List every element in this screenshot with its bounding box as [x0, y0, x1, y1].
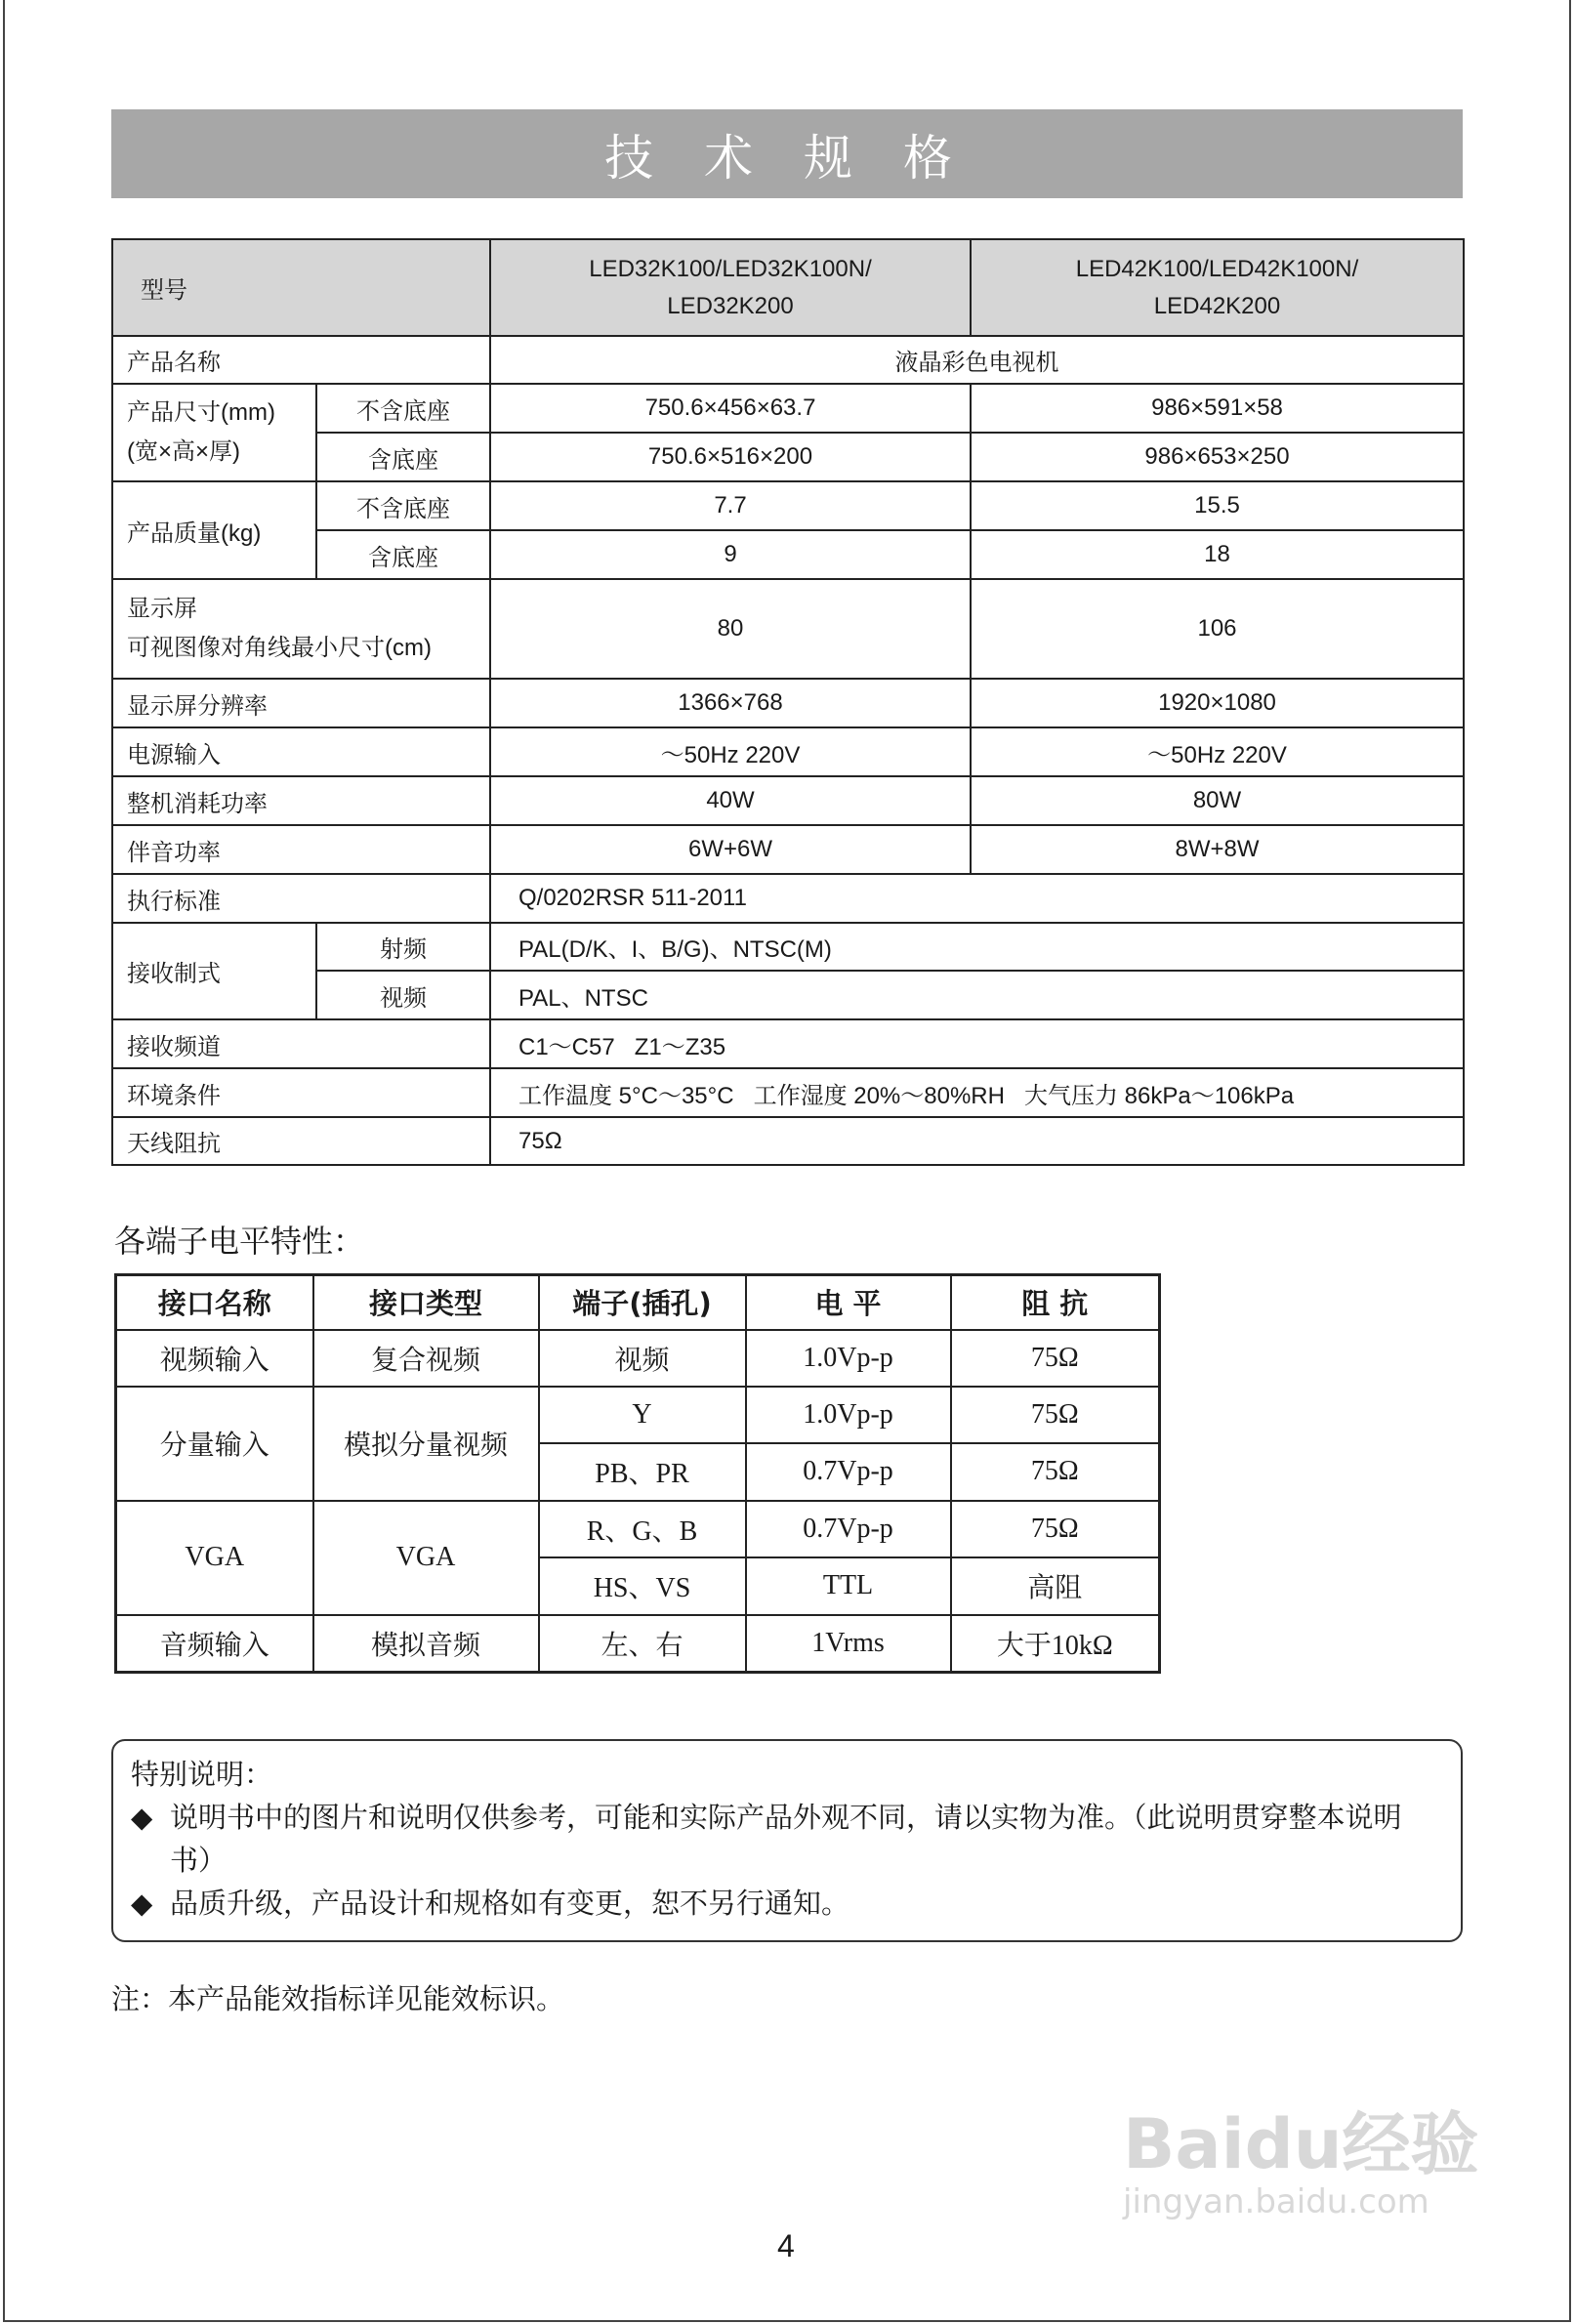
table-row	[112, 776, 1464, 825]
model-b-line2: LED42K200	[1153, 292, 1281, 319]
table-row	[116, 1387, 1160, 1443]
header-cell: 接口类型	[313, 1275, 539, 1330]
cell: 75Ω	[490, 1117, 1464, 1165]
diamond-bullet-icon: ◆	[131, 1801, 153, 1834]
row-label: 接收制式	[112, 923, 316, 1019]
cell: 75Ω	[951, 1501, 1160, 1557]
cell: 80W	[971, 776, 1464, 825]
table-row	[112, 1019, 1464, 1068]
cell: 750.6×456×63.7	[490, 384, 971, 433]
cell: 模拟音频	[313, 1615, 539, 1673]
table-header-row	[116, 1275, 1160, 1330]
cell: 分量输入	[116, 1387, 313, 1501]
table-row	[116, 1330, 1160, 1387]
table-row	[112, 579, 1464, 679]
cell: ～50Hz 220V	[971, 727, 1464, 776]
row-label: 显示屏分辨率	[112, 679, 490, 727]
cell: PAL(D/K、I、B/G)、NTSC(M)	[490, 923, 1464, 971]
model-label: 型号	[112, 239, 490, 336]
row-label	[112, 579, 490, 679]
cell: 视频输入	[116, 1330, 313, 1387]
cell: 6W+6W	[490, 825, 971, 874]
note-text: 说明书中的图片和说明仅供参考，可能和实际产品外观不同，请以实物为准。（此说明贯穿整本说明书）	[170, 1801, 1402, 1877]
watermark-logo: Baidu经验	[1123, 2104, 1479, 2184]
model-a	[490, 239, 971, 336]
table-row	[116, 1615, 1160, 1673]
cell: 高阻	[951, 1557, 1160, 1615]
cell: Y	[539, 1387, 746, 1443]
cell: 1Vrms	[746, 1615, 951, 1673]
table-row	[112, 384, 1464, 433]
page-title: 技 术 规 格	[111, 109, 1463, 198]
diamond-bullet-icon: ◆	[131, 1887, 153, 1920]
row-label: 伴音功率	[112, 825, 490, 874]
cell: 复合视频	[313, 1330, 539, 1387]
cell: PAL、NTSC	[490, 971, 1464, 1019]
row-label: 环境条件	[112, 1068, 490, 1117]
cell: 左、右	[539, 1615, 746, 1673]
product-name: 液晶彩色电视机	[490, 336, 1464, 384]
row-label: 接收频道	[112, 1019, 490, 1068]
cell: 106	[971, 579, 1464, 679]
cell: C1～C57 Z1～Z35	[490, 1019, 1464, 1068]
table-row	[112, 923, 1464, 971]
note-text: 品质升级，产品设计和规格如有变更，恕不另行通知。	[170, 1887, 850, 1920]
cell: ～50Hz 220V	[490, 727, 971, 776]
header-cell: 阻 抗	[951, 1275, 1160, 1330]
cell: 75Ω	[951, 1443, 1160, 1501]
cell: 75Ω	[951, 1387, 1160, 1443]
table-header-row	[112, 239, 1464, 336]
cell: 18	[971, 530, 1464, 579]
cell: 40W	[490, 776, 971, 825]
screen-label-1: 显示屏	[127, 596, 197, 622]
sub-label: 含底座	[316, 433, 490, 481]
screen-label-2: 可视图像对角线最小尺寸(cm)	[127, 635, 432, 661]
table-row	[112, 679, 1464, 727]
size-label-2: (宽×高×厚)	[127, 438, 241, 465]
cell: 750.6×516×200	[490, 433, 971, 481]
sub-label: 不含底座	[316, 481, 490, 530]
page-number: 4	[777, 2228, 795, 2263]
header-cell: 端子(插孔)	[539, 1275, 746, 1330]
spec-table	[111, 238, 1465, 1166]
special-note-box	[111, 1739, 1463, 1942]
row-label: 整机消耗功率	[112, 776, 490, 825]
model-a-line1: LED32K100/LED32K100N/	[589, 255, 872, 282]
row-label: 天线阻抗	[112, 1117, 490, 1165]
cell: 1366×768	[490, 679, 971, 727]
cell: Q/0202RSR 511-2011	[490, 874, 1464, 923]
table-row	[112, 1117, 1464, 1165]
row-label: 电源输入	[112, 727, 490, 776]
cell: VGA	[116, 1501, 313, 1615]
footnote: 注：本产品能效指标详见能效标识。	[111, 1982, 565, 2015]
row-label	[112, 384, 316, 481]
table-row	[116, 1501, 1160, 1557]
note-item	[131, 1882, 1443, 1925]
model-b-line1: LED42K100/LED42K100N/	[1075, 255, 1359, 282]
row-label: 产品质量(kg)	[112, 481, 316, 579]
watermark-url: jingyan.baidu.com	[1123, 2182, 1429, 2221]
ports-section-title: 各端子电平特性：	[114, 1223, 365, 1260]
cell: 1.0Vp-p	[746, 1387, 951, 1443]
row-label: 执行标准	[112, 874, 490, 923]
cell: 7.7	[490, 481, 971, 530]
cell: 0.7Vp-p	[746, 1443, 951, 1501]
header-cell: 接口名称	[116, 1275, 313, 1330]
cell: TTL	[746, 1557, 951, 1615]
row-label: 产品名称	[112, 336, 490, 384]
sub-label: 不含底座	[316, 384, 490, 433]
cell: R、G、B	[539, 1501, 746, 1557]
table-row	[112, 727, 1464, 776]
size-label-1: 产品尺寸(mm)	[127, 399, 275, 426]
cell: 8W+8W	[971, 825, 1464, 874]
cell: 视频	[539, 1330, 746, 1387]
cell: HS、VS	[539, 1557, 746, 1615]
ports-table	[114, 1273, 1161, 1674]
sub-label: 视频	[316, 971, 490, 1019]
cell: 1920×1080	[971, 679, 1464, 727]
header-cell: 电 平	[746, 1275, 951, 1330]
table-row	[112, 825, 1464, 874]
note-item	[131, 1796, 1443, 1882]
model-a-line2: LED32K200	[667, 292, 794, 319]
cell: 986×653×250	[971, 433, 1464, 481]
cell: 80	[490, 579, 971, 679]
cell: PB、PR	[539, 1443, 746, 1501]
model-b	[971, 239, 1464, 336]
cell: 音频输入	[116, 1615, 313, 1673]
cell: VGA	[313, 1501, 539, 1615]
cell: 模拟分量视频	[313, 1387, 539, 1501]
cell: 15.5	[971, 481, 1464, 530]
sub-label: 含底座	[316, 530, 490, 579]
table-row	[112, 1068, 1464, 1117]
cell: 大于10kΩ	[951, 1615, 1160, 1673]
cell: 986×591×58	[971, 384, 1464, 433]
table-row	[112, 874, 1464, 923]
cell: 1.0Vp-p	[746, 1330, 951, 1387]
note-title: 特别说明：	[131, 1758, 273, 1791]
cell: 9	[490, 530, 971, 579]
table-row	[112, 481, 1464, 530]
cell: 0.7Vp-p	[746, 1501, 951, 1557]
cell: 工作温度 5°C～35°C 工作湿度 20%～80%RH 大气压力 86kPa～106kPa	[490, 1068, 1464, 1117]
sub-label: 射频	[316, 923, 490, 971]
table-row	[112, 336, 1464, 384]
cell: 75Ω	[951, 1330, 1160, 1387]
